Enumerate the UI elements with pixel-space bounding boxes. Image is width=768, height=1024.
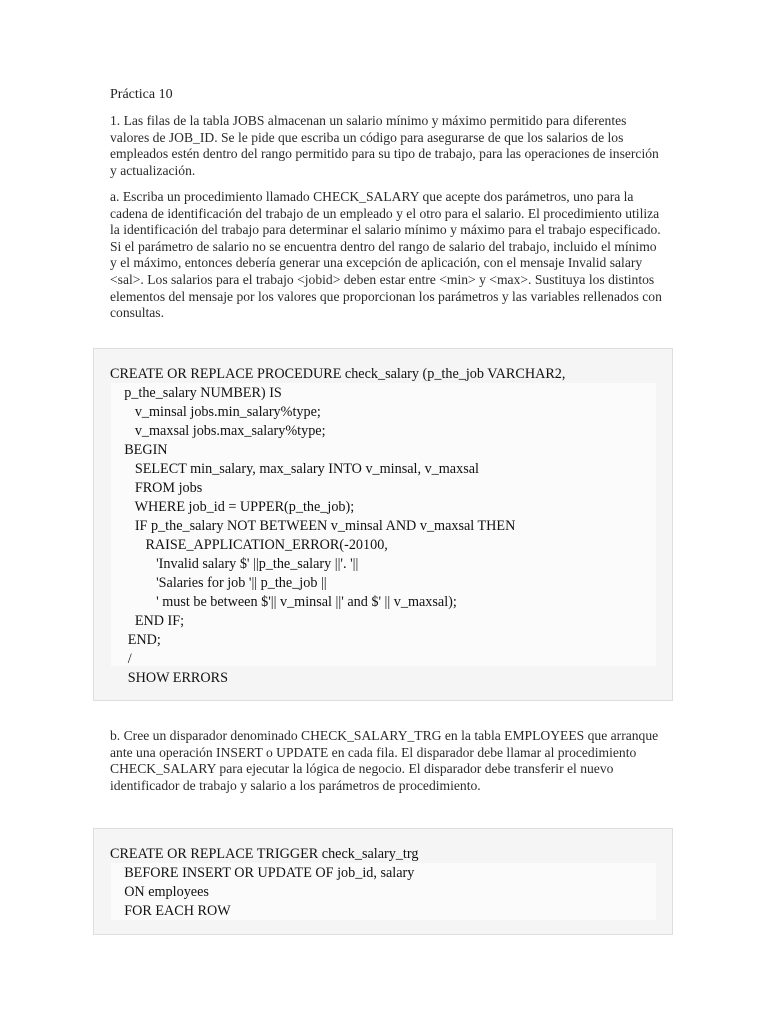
code-line: ' must be between $'|| v_minsal ||' and $' || v_maxsal); bbox=[110, 594, 457, 610]
code-line: BEGIN bbox=[110, 442, 168, 458]
exercise-a-paragraph: a. Escriba un procedimiento llamado CHECK_SALARY que acepte dos parámetros, uno para la cadena de identificación del trabajo de un empleado y el otro para el salario. El procedimiento utiliza la identificación del trabajo para determinar el salario mínimo y máximo para el trabajo especificado. Si el parámetro de salario no se encuentra dentro del rango de salario del trabajo, incluido el mínimo y el máximo, entonces debería generar una excepción de aplicación, con el mensaje Invalid salary <sal>. Los salarios para el trabajo <jobid> deben estar entre <min> y <max>. Sustituya los distintos elementos del mensaje por los valores que proporcionan los parámetros y las variables rellenados con consultas. bbox=[110, 189, 662, 321]
code-line: ON employees bbox=[110, 884, 209, 900]
intro-paragraph: 1. Las filas de la tabla JOBS almacenan un salario mínimo y máximo permitido para diferentes valores de JOB_ID. Se le pide que escriba un código para asegurarse de que los salarios de los empleados estén dentro del rango permitido para su tipo de trabajo, para las operaciones de inserción y actualización. bbox=[110, 113, 659, 178]
page-title: Práctica 10 bbox=[110, 87, 173, 102]
code-line: 'Salaries for job '|| p_the_job || bbox=[110, 575, 327, 591]
code-line: BEFORE INSERT OR UPDATE OF job_id, salary bbox=[110, 865, 415, 881]
code-line: END; bbox=[110, 632, 161, 648]
code-line: RAISE_APPLICATION_ERROR(-20100, bbox=[110, 537, 388, 553]
code-block-procedure bbox=[93, 348, 673, 701]
code-line: p_the_salary NUMBER) IS bbox=[110, 385, 282, 401]
code-line: / bbox=[110, 651, 132, 667]
code-line: IF p_the_salary NOT BETWEEN v_minsal AND v_maxsal THEN bbox=[110, 518, 516, 534]
code-line: WHERE job_id = UPPER(p_the_job); bbox=[110, 499, 355, 515]
code-listing bbox=[110, 845, 418, 921]
code-line: FROM jobs bbox=[110, 480, 203, 496]
code-block-trigger bbox=[93, 828, 673, 935]
code-line: SELECT min_salary, max_salary INTO v_minsal, v_maxsal bbox=[110, 461, 479, 477]
exercise-b-paragraph: b. Cree un disparador denominado CHECK_SALARY_TRG en la tabla EMPLOYEES que arranque ante una operación INSERT o UPDATE en cada fila. El disparador debe llamar al procedimiento CHECK_SALARY para ejecutar la lógica de negocio. El disparador debe transferir el nuevo identificador de trabajo y salario a los parámetros de procedimiento. bbox=[110, 728, 659, 793]
code-line: FOR EACH ROW bbox=[110, 903, 231, 919]
code-line: SHOW ERRORS bbox=[110, 670, 228, 686]
code-line: 'Invalid salary $' ||p_the_salary ||'. '|| bbox=[110, 556, 359, 572]
code-line: CREATE OR REPLACE TRIGGER check_salary_trg bbox=[110, 846, 419, 862]
code-line: v_maxsal jobs.max_salary%type; bbox=[110, 423, 326, 439]
code-line: v_minsal jobs.min_salary%type; bbox=[110, 404, 321, 420]
code-line: END IF; bbox=[110, 613, 185, 629]
code-line: CREATE OR REPLACE PROCEDURE check_salary (p_the_job VARCHAR2, bbox=[110, 366, 566, 382]
code-listing bbox=[110, 365, 565, 688]
